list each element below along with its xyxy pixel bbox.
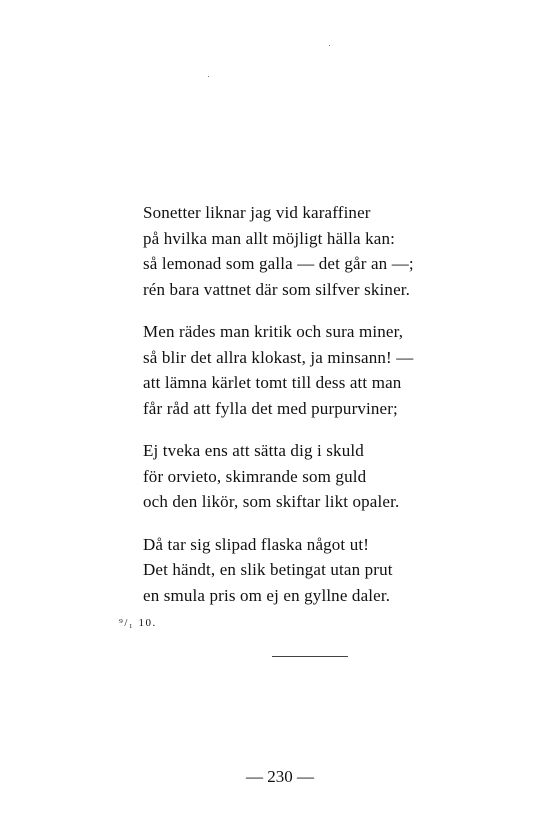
poem-line: rén bara vattnet där som silfver skiner.	[143, 279, 411, 299]
poem-line: Då tar sig slipad flaska något ut!	[143, 534, 370, 554]
stanza-3	[143, 438, 503, 515]
poem-line: Ej tveka ens att sätta dig i skuld	[143, 441, 364, 460]
page-speck	[208, 76, 209, 77]
end-rule	[272, 656, 348, 657]
poem-line: för orvieto, skimrande som guld	[143, 466, 367, 486]
sonnet	[143, 200, 503, 608]
poem-line: och den likör, som skiftar likt opaler.	[143, 492, 400, 511]
poem-line: på hvilka man allt möjligt hälla kan:	[143, 228, 395, 248]
poem-line: så blir det allra klokast, ja minsann! —	[143, 347, 414, 367]
poem-line: Sonetter liknar jag vid karaffiner	[143, 203, 371, 222]
page-speck	[329, 45, 330, 46]
poem-line: att lämna kärlet tomt till dess att man	[143, 373, 402, 392]
stanza-4	[143, 532, 503, 609]
poem-date: ⁹/₁ 10.	[119, 617, 157, 629]
poem-line: får råd att fylla det med purpurviner;	[143, 398, 398, 418]
poem-line: Men rädes man kritik och sura miner,	[143, 322, 404, 341]
poem-line: Det händt, en slik betingat utan prut	[143, 560, 393, 579]
stanza-2	[143, 319, 503, 421]
poem-line: en smula pris om ej en gyllne daler.	[143, 585, 391, 605]
page-number: — 230 —	[246, 767, 314, 786]
poem-line: så lemonad som galla — det går an —;	[143, 254, 414, 273]
stanza-1	[143, 200, 503, 302]
